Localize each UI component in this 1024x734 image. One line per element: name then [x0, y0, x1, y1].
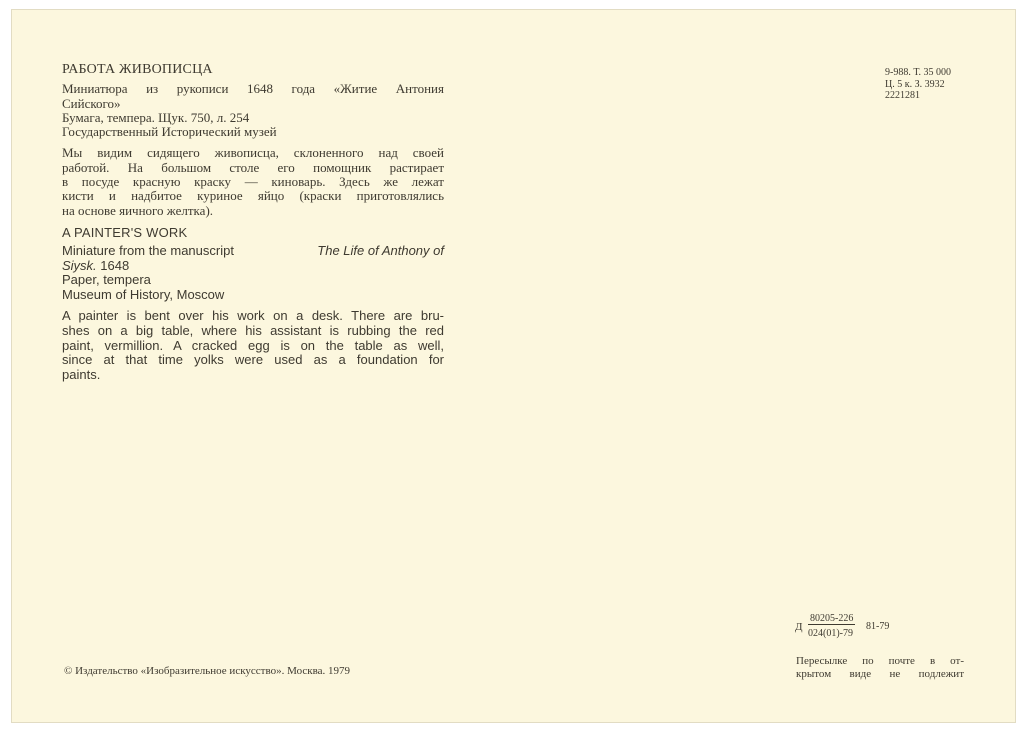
- postal-note-line1: Пересылке по почте в от-: [796, 655, 964, 667]
- russian-desc-line: в посуде красную краску — киноварь. Здесь же лежат: [62, 174, 444, 189]
- russian-title: РАБОТА ЖИВОПИСЦА: [62, 62, 213, 77]
- catalog-numerator: [808, 613, 855, 625]
- print-info-line3: 2221281: [885, 90, 920, 101]
- english-subtitle-line2-italic: Siysk.: [62, 258, 97, 273]
- catalog-suffix: 81-79: [866, 621, 890, 632]
- postal-note-line2: крытом виде не подлежит: [796, 668, 964, 680]
- english-material: Paper, tempera: [62, 272, 151, 287]
- catalog-denominator: 024(01)-79: [808, 628, 853, 639]
- english-museum: Museum of History, Moscow: [62, 287, 225, 302]
- english-subtitle-line1: [62, 243, 444, 258]
- english-subtitle-line2: [62, 258, 129, 273]
- english-title: A PAINTER'S WORK: [62, 225, 188, 240]
- copyright-line: © Издательство «Изобразительное искусство». Москва. 1979: [64, 665, 351, 677]
- english-subtitle-italic: The Life of Anthony of: [317, 243, 444, 258]
- russian-desc-line: работой. На большом столе его помощник растирает: [62, 160, 444, 175]
- english-desc-line: paint, vermillion. A cracked egg is on the table as well,: [62, 338, 444, 353]
- english-desc-line: A painter is bent over his work on a desk. There are bru-: [62, 308, 444, 323]
- english-subtitle-line2-rest: 1648: [100, 258, 130, 273]
- print-info-line2: Ц. 5 к. З. 3932: [885, 79, 945, 90]
- print-info-line1: 9-988. Т. 35 000: [885, 67, 951, 78]
- russian-subtitle-line1: Миниатюра из рукописи 1648 года «Житие Антония: [62, 81, 444, 96]
- russian-material: Бумага, темпера. Щук. 750, л. 254: [62, 110, 250, 125]
- russian-desc-line: Мы видим сидящего живописца, склоненного над своей: [62, 145, 444, 160]
- catalog-letter: Д: [795, 621, 803, 633]
- english-desc-line: since at that time yolks were used as a foundation for: [62, 352, 444, 367]
- english-subtitle-prefix: Miniature from the manuscript: [62, 243, 234, 258]
- english-desc-line: shes on a big table, where his assistant is rubbing the red: [62, 323, 444, 338]
- russian-desc-line: кисти и надбитое куриное яйцо (краски приготовлялись: [62, 188, 444, 203]
- russian-subtitle-line2: Сийского»: [62, 96, 121, 111]
- russian-museum: Государственный Исторический музей: [62, 124, 277, 139]
- english-desc-line: paints.: [62, 367, 101, 382]
- russian-desc-line: на основе яичного желтка).: [62, 203, 214, 218]
- catalog-numerator-text: 80205-226: [810, 613, 854, 624]
